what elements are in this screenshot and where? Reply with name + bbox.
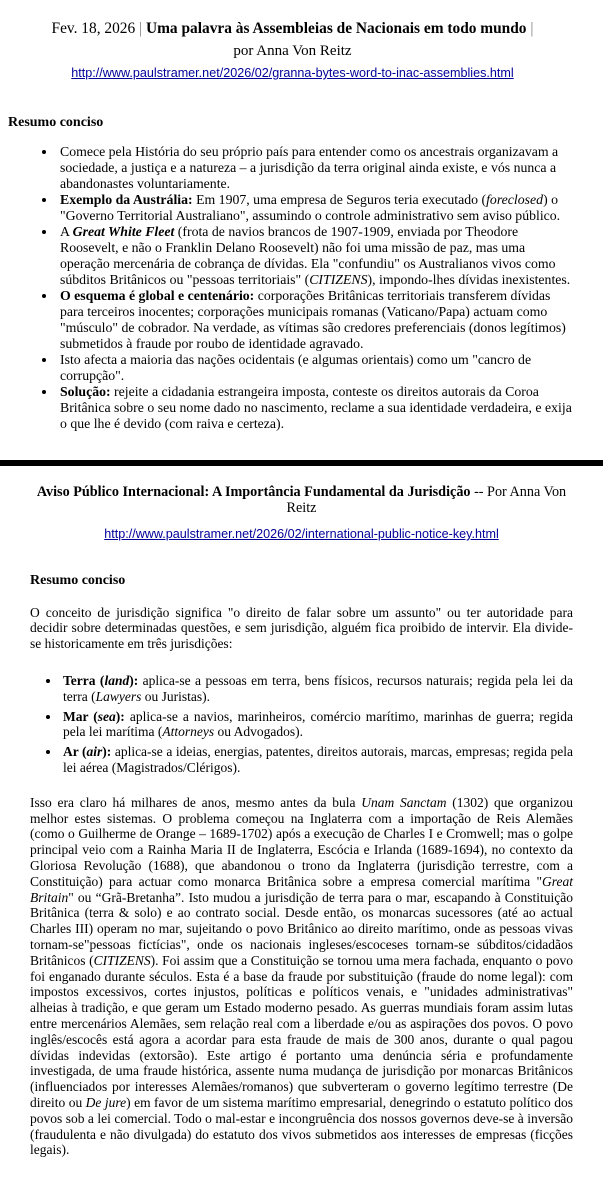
bullet-item bbox=[57, 144, 577, 192]
bullet-item bbox=[57, 352, 577, 384]
article-1-byline: por Anna Von Reitz bbox=[233, 43, 352, 59]
text-run: ou Advogados). bbox=[214, 724, 303, 740]
article-1-header bbox=[8, 18, 577, 84]
text-run: | bbox=[530, 20, 534, 37]
article-2 bbox=[30, 484, 573, 1172]
text-run: CITIZENS bbox=[93, 952, 151, 968]
article-1-title bbox=[8, 18, 577, 40]
text-run: ) o "Governo Territorial Australiano", assumindo o controle administrativo sem aviso público. bbox=[60, 192, 561, 223]
text-run: Solução: bbox=[60, 384, 111, 399]
text-run: aplica-se a navios, marinheiros, comércio marítimo, marinhas de guerra; regida pela lei marítima ( bbox=[63, 708, 573, 740]
text-run: Uma palavra às Assembleias de Nacionais em todo mundo bbox=[145, 20, 527, 37]
text-run: (1302) que organizou melhor estes sistemas. O problema começou na Inglaterra com a importação de Reis Alemães (como o Guilherme de Orange – 1689-1702) após a execução de Charles I e Cromwell; mas o golpe principal veio com a Rainha Maria II de Inglaterra, Escócia e Irlanda (1689-1694), no contexto da Gloriosa Revolução (1688), que abandonou o trono da Inglaterra (jurisdição terrestre, com a Constituição) para actuar como monarca Britânica sobre a empresa comercial marítima " bbox=[30, 794, 573, 889]
text-run: O conceito de jurisdição significa "o direito de falar sobre um assunto" ou ter autoridade para decidir sobre determinadas questões, e sem jurisdição, alguém fica proibido de intervir. Ela divide-se historicamente em três jurisdições: bbox=[30, 604, 573, 652]
text-run: rejeite a cidadania estrangeira imposta, conteste os direitos autorais da Coroa Britânica sobre o seu nome dado no nascimento, reclame a sua identidade verdadeira, e exija o que lhe é devido (com raiva e certeza). bbox=[60, 384, 572, 431]
article-2-link[interactable]: http://www.paulstramer.net/2026/02/international-public-notice-key.html bbox=[104, 527, 499, 541]
bullet-item bbox=[57, 192, 577, 224]
article-2-intro-paragraph bbox=[30, 605, 573, 652]
text-run: ) em favor de um sistema marítimo empresarial, denegrindo o estatuto político dos povos sob a lei comercial. Todo o mal-estar e incongruência dos nossos governos deve-se à inversão (fraudulenta e não divulgada) do estatuto dos vivos submetidos aos interesses de empresas (ficções legais). bbox=[30, 1094, 573, 1158]
text-run: ), impondo-lhes dívidas inexistentes. bbox=[367, 272, 571, 287]
text-run: O esquema é global e centenário: bbox=[60, 288, 255, 303]
article-1-summary-heading: Resumo conciso bbox=[8, 115, 104, 130]
text-run: CITIZENS bbox=[309, 272, 368, 287]
article-2-body-paragraph bbox=[30, 795, 573, 1172]
text-run: aplica-se a ideias, energias, patentes, direitos autorais, marcas, empresas; regida pela lei aérea (Magistrados/Clérigos). bbox=[63, 744, 574, 775]
article-1-link[interactable]: http://www.paulstramer.net/2026/02/granna-bytes-word-to-inac-assemblies.html bbox=[71, 66, 514, 80]
text-run: Lawyers bbox=[95, 688, 142, 704]
bullet-item bbox=[61, 673, 573, 705]
text-run: Aviso Público Internacional: A Importância Fundamental da Jurisdição bbox=[36, 484, 471, 500]
text-run: A bbox=[60, 224, 73, 239]
article-2-bullet-list bbox=[30, 673, 573, 776]
text-run: Isto afecta a maioria das nações ocidentais (e algumas orientais) como um "cancro de corrupção". bbox=[60, 352, 532, 383]
text-run: Fev. 18, 2026 bbox=[51, 20, 140, 37]
article-2-title bbox=[30, 484, 573, 516]
text-run: ou Juristas). bbox=[141, 688, 210, 704]
text-run: sea bbox=[97, 708, 116, 724]
text-run: ): bbox=[102, 744, 112, 760]
section-divider bbox=[0, 460, 603, 466]
bullet-item bbox=[57, 384, 577, 432]
text-run: ): bbox=[129, 672, 139, 688]
article-2-link-line bbox=[30, 527, 573, 543]
text-run: Em 1907, uma empresa de Seguros teria executado ( bbox=[192, 192, 487, 207]
text-run: " ou “Grã-Bretanha”. Isto mudou a jurisdição de terra para o mar, escapando à Constituição Britânica (terra & solo) e ao contrato social. Desde então, os monarcas sucessores (até ao actual Charles III) operam no mar, sujeitando o povo Britânico ao direito marítimo, onde as pessoas vivas tornam-se"pessoas fictícias", onde os nacionais ingleses/escoceses tornam-se súbditos/cidadãos Britânicos ( bbox=[30, 889, 573, 968]
bullet-item bbox=[57, 288, 577, 352]
text-run: foreclosed bbox=[486, 192, 544, 207]
article-1-bullet-list bbox=[8, 144, 577, 432]
bullet-item bbox=[61, 744, 573, 776]
text-run: Comece pela História do seu próprio país para entender como os ancestrais organizavam a sociedade, a justiça e a natureza – a jurisdição da terra original ainda existe, e vós nunca a abandonastes voluntariamente. bbox=[60, 144, 559, 191]
text-run: Unam Sanctam bbox=[361, 794, 447, 810]
article-2-summary-heading: Resumo conciso bbox=[30, 572, 126, 588]
text-run: Terra ( bbox=[63, 672, 105, 688]
text-run: aplica-se a pessoas em terra, bens físicos, recursos naturais; regida pela lei da terra ( bbox=[63, 672, 573, 704]
text-run: Attorneys bbox=[162, 724, 215, 740]
text-run: | bbox=[139, 20, 143, 37]
article-1 bbox=[0, 18, 603, 432]
text-run: ). Foi assim que a Constituição se tornou uma mera fachada, enquanto o povo foi enganado durante séculos. Esta é a base da fraude por substituição (fraude do nome legal): com impostos excessivos, cortes injustos, políticas e políticos venais, e "unidades administrativas" alheias à tradição, e que geram um Estado moderno pesado. As guerras mundiais foram assim lutas entre mercenários Alemães, sem relação real com a liberdade e/ou as aspirações dos povos. O povo inglês/escocês está agora a acordar para esta fraude de mais de 300 anos, durante o qual pagou dívidas indevidas (extorsão). Este artigo é portanto uma denúncia séria e profundamente investigada, de uma fraude histórica, assente numa mudança de jurisdição por monarcas Britânicos (influenciados por interesses Alemães/romanos) que subverteram o governo legítimo terrestre (De direito ou bbox=[30, 952, 573, 1110]
text-run: Great White Fleet bbox=[72, 224, 175, 239]
text-run: air bbox=[86, 744, 103, 760]
bullet-item bbox=[61, 709, 573, 741]
text-run: land bbox=[104, 672, 130, 688]
article-1-link-line bbox=[8, 62, 577, 84]
text-run: corporações Britânicas territoriais transferem dívidas para terceiros inocentes; corporações municipais romanas (Vaticano/Papa) actuam como "músculo" de cobrador. Na verdade, as vítimas são credores preferenciais (donos legítimos) submetidos à fraude por roubo de identidade agravado. bbox=[60, 288, 566, 351]
text-run: ): bbox=[115, 708, 125, 724]
text-run: -- Por Anna Von Reitz bbox=[286, 484, 567, 516]
text-run: Exemplo da Austrália: bbox=[60, 192, 193, 207]
text-run: Ar ( bbox=[63, 744, 87, 760]
text-run: Great Britain bbox=[30, 873, 573, 905]
text-run: De jure bbox=[85, 1094, 127, 1110]
text-run: (frota de navios brancos de 1907-1909, enviada por Theodore Roosevelt, e não o Franklin Delano Roosevelt) não foi uma missão de paz, mas uma operação mercenária de cobrança de dívidas. Ela "confundiu" os Australianos vivos como súbditos Britânicos ou "pessoas territoriais" ( bbox=[60, 224, 556, 287]
text-run: Mar ( bbox=[63, 708, 98, 724]
bullet-item bbox=[57, 224, 577, 288]
text-run: Isso era claro há milhares de anos, mesmo antes da bula bbox=[30, 794, 362, 810]
